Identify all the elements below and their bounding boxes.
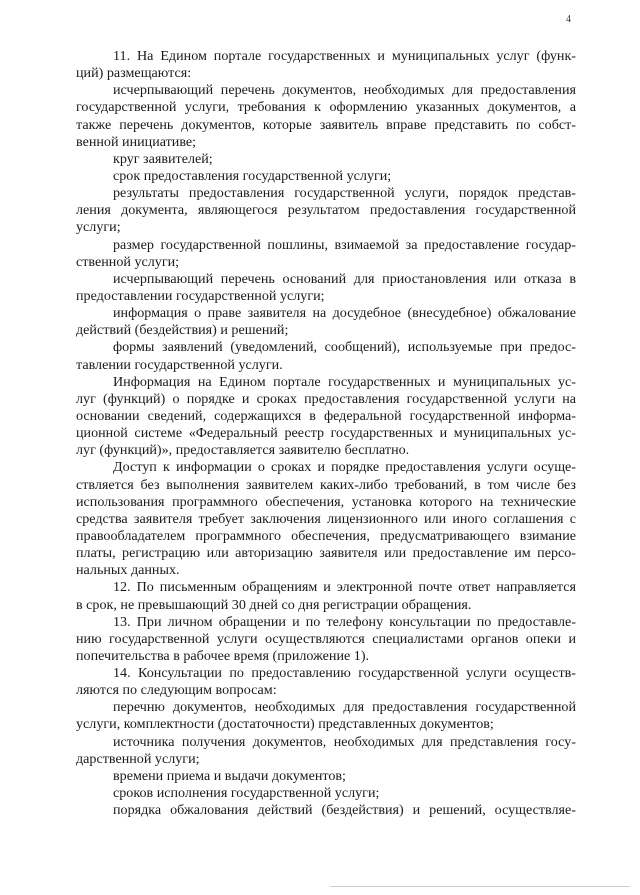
text-line: 12. По письменным обращениям и электронной почте ответ направляется — [113, 579, 576, 596]
text-line: попечительства в рабочее время (приложение 1). — [76, 647, 370, 664]
text-line: исчерпывающий перечень оснований для приостановления или отказа в — [113, 270, 576, 287]
text-line: исчерпывающий перечень документов, необходимых для предоставления — [113, 82, 576, 99]
text-line: ций) размещаются: — [76, 65, 192, 82]
text-line: правообладателем программного обеспечения, предусматривающего взимание — [76, 527, 576, 544]
text-line: результаты предоставления государственной услуги, порядок представ- — [113, 185, 576, 202]
text-line: времени приема и выдачи документов; — [113, 767, 346, 784]
text-line: луг (функций)», предоставляется заявителю бесплатно. — [76, 442, 410, 459]
text-line: 11. На Едином портале государственных и муниципальных услуг (функ- — [113, 48, 576, 64]
text-line: услуги; — [76, 219, 121, 236]
text-line: ционной системе «Федеральный реестр государственных и муниципальных ус- — [76, 425, 576, 442]
text-line: венной инициативе; — [76, 133, 197, 150]
text-line: нальных данных. — [76, 562, 180, 579]
text-line: перечню документов, необходимых для предоставления государственной — [113, 699, 576, 716]
text-line: услуги, комплектности (достаточности) представленных документов; — [76, 716, 494, 733]
page-number: 4 — [566, 14, 571, 25]
text-line: государственной услуги, требования к оформлению указанных документов, а — [76, 99, 576, 116]
text-line: ления документа, являющегося результатом предоставления государственной — [76, 202, 576, 219]
text-line: 14. Консультации по предоставлению государственной услуги осуществ- — [113, 665, 576, 682]
scan-edge-line — [330, 886, 630, 887]
text-line: 13. При личном обращении и по телефону консультации по предоставле- — [113, 613, 576, 630]
text-line: также перечень документов, которые заявитель вправе представить по собст- — [76, 116, 576, 133]
text-line: сроков исполнения государственной услуги; — [113, 785, 380, 802]
text-line: платы, регистрацию или авторизацию заявителя или предоставление им персо- — [76, 545, 576, 562]
text-line: круг заявителей; — [113, 150, 213, 167]
text-line: порядка обжалования действий (бездействия) и решений, осуществляе- — [113, 802, 576, 819]
text-line: предоставлении государственной услуги; — [76, 287, 325, 304]
text-line: основании сведений, содержащихся в федеральной государственной информа- — [76, 407, 576, 424]
text-line: нию государственной услуги осуществляются специалистами органов опеки и — [76, 630, 576, 647]
text-line: луг (функций) о порядке и сроках предоставления государственной услуги на — [76, 390, 576, 407]
text-line: ствляется без выполнения заявителем каких-либо требований, в том числе без — [76, 476, 576, 493]
text-line: Информация на Едином портале государственных и муниципальных ус- — [113, 373, 576, 390]
text-line: срок предоставления государственной услуги; — [113, 167, 392, 184]
text-line: ственной услуги; — [76, 253, 180, 270]
text-line: источника получения документов, необходимых для представления госу- — [113, 733, 576, 750]
text-line: в срок, не превышающий 30 дней со дня регистрации обращения. — [76, 596, 472, 613]
text-line: тавлении государственной услуги. — [76, 356, 283, 373]
text-line: информация о праве заявителя на досудебное (внесудебное) обжалование — [113, 305, 576, 322]
text-line: размер государственной пошлины, взимаемой за предоставление государ- — [113, 236, 576, 253]
text-line: дарственной услуги; — [76, 750, 200, 767]
text-line: Доступ к информации о сроках и порядке предоставления услуги осуще- — [113, 459, 576, 476]
document-body — [76, 48, 576, 819]
text-line: средства заявителя требует заключения лицензионного или иного соглашения с — [76, 510, 576, 527]
text-line: ляются по следующим вопросам: — [76, 682, 277, 699]
text-line: формы заявлений (уведомлений, сообщений), используемые при предос- — [113, 339, 576, 356]
text-line: действий (бездействия) и решений; — [76, 322, 289, 339]
text-line: использования программного обеспечения, установка которого на технические — [76, 493, 576, 510]
